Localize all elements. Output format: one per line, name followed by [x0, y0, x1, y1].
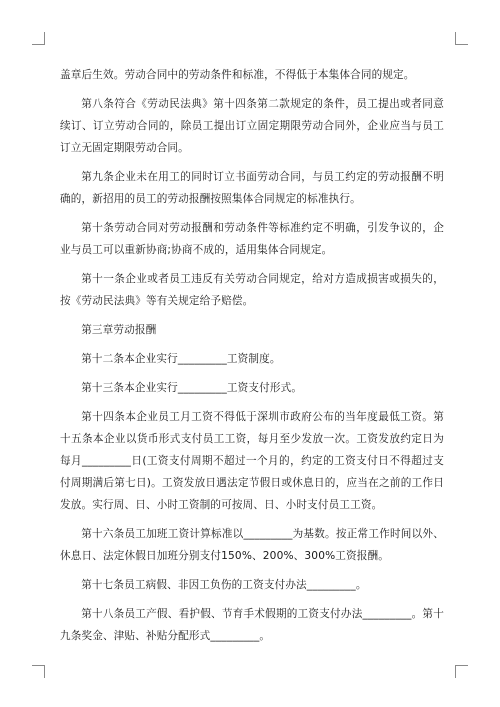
document-body: [60, 64, 444, 654]
crop-mark-bottom-left: [32, 665, 45, 678]
paragraph-article-10: 第十条劳动合同对劳动报酬和劳动条件等标准约定不明确，引发争议的，企业与员工可以重新协商;协商不成的，适用集体合同规定。: [60, 222, 444, 256]
crop-mark-bottom-right: [455, 665, 468, 678]
paragraph-article-8: 第八条符合《劳动民法典》第十四条第二款规定的条件，员工提出或者同意续订、订立劳动合同的，除员工提出订立固定期限劳动合同外，企业应当与员工订立无固定期限劳动合同。: [60, 98, 444, 154]
crop-mark-top-right: [455, 32, 468, 45]
paragraph-article-11: 第十一条企业或者员工违反有关劳动合同规定，给对方造成损害或损失的，按《劳动民法典》等有关规定给予赔偿。: [60, 273, 444, 307]
paragraph-article-17: 第十七条员工病假、非因工负伤的工资支付办法_________。: [81, 579, 367, 591]
crop-mark-top-left: [32, 32, 45, 45]
chapter-heading: 第三章劳动报酬: [81, 324, 157, 336]
paragraph-article-14: 第十四条本企业员工月工资不得低于深圳市政府公布的当年度最低工资。第十五条本企业以货币形式支付员工工资，每月至少发放一次。工资发放约定日为每月_________日(工资支付周期不超过一个月的，约定的工资支付日不得超过支付周期满后第七日)。工资发放日遇法定节假日或休息日的，应当在之前的工作日发放。实行周、日、小时工资制的可按周、日、小时支付员工工资。: [60, 411, 444, 511]
paragraph-article-18: 第十八条员工产假、看护假、节育手术假期的工资支付办法_________。第十九条奖金、津贴、补贴分配形式_________。: [60, 608, 444, 642]
paragraph-1: 盖章后生效。劳动合同中的劳动条件和标准，不得低于本集体合同的规定。: [60, 69, 415, 81]
paragraph-article-16: 第十六条员工加班工资计算标准以_________为基数。按正常工作时间以外、休息日、法定休假日加班分别支付150%、200%、300%工资报酬。: [60, 528, 444, 562]
paragraph-article-9: 第九条企业未在用工的同时订立书面劳动合同，与员工约定的劳动报酬不明确的，新招用的员工的劳动报酬按照集体合同规定的标准执行。: [60, 171, 444, 205]
paragraph-article-13: 第十三条本企业实行_________工资支付形式。: [81, 382, 303, 394]
paragraph-article-12: 第十二条本企业实行_________工资制度。: [81, 353, 281, 365]
